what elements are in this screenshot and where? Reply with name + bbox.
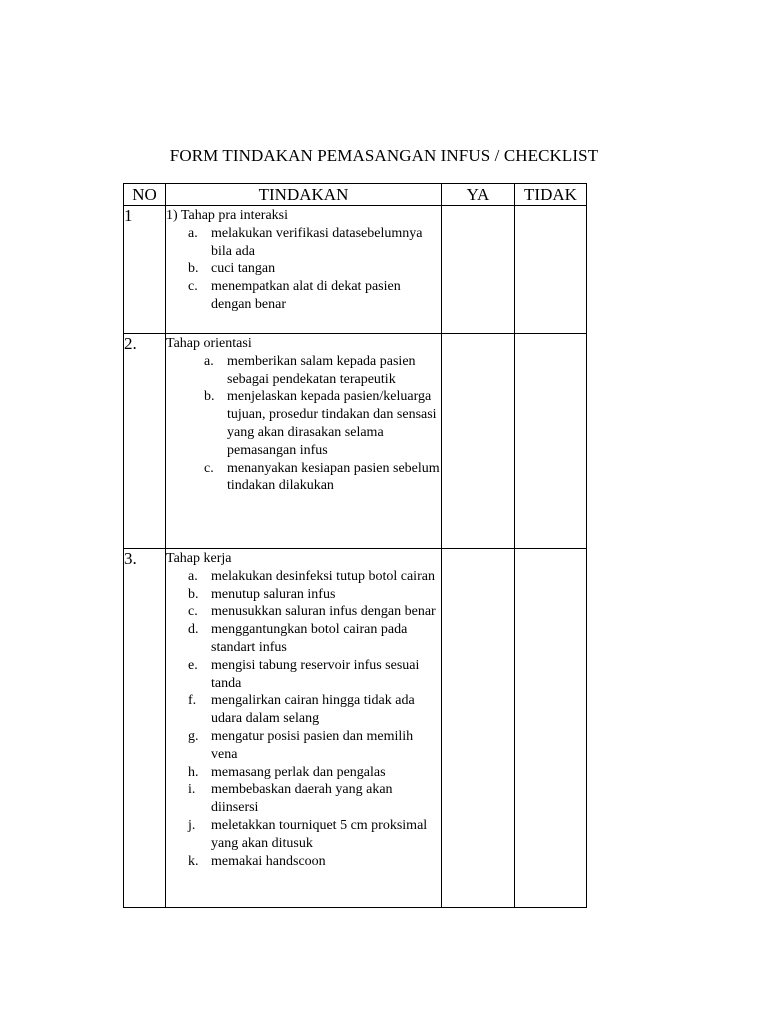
list-item-text: memakai handscoon [211, 853, 326, 869]
list-item-text: menusukkan saluran infus dengan benar [211, 604, 436, 620]
tidak-checkbox-cell[interactable] [515, 549, 587, 908]
list-item [166, 853, 441, 871]
list-item [166, 353, 441, 389]
list-marker: a. [188, 568, 198, 584]
list-item [166, 260, 441, 278]
list-item-text: meletakkan tourniquet 5 cm proksimal yang akan ditusuk [211, 817, 428, 851]
list-item [166, 692, 441, 728]
ya-checkbox-cell[interactable] [442, 549, 515, 908]
action-cell [166, 334, 442, 549]
stage-title: Tahap kerja [166, 551, 232, 566]
list-item [166, 278, 441, 314]
list-item [166, 621, 441, 657]
header-no: NO [124, 184, 166, 206]
list-item-text: cuci tangan [211, 261, 276, 277]
list-marker: d. [188, 622, 199, 638]
row-number: 2. [124, 334, 166, 549]
list-item-text: menempatkan alat di dekat pasien dengan benar [211, 279, 401, 312]
list-item [166, 781, 441, 817]
list-item [166, 728, 441, 764]
list-marker: h. [188, 764, 199, 780]
form-title: FORM TINDAKAN PEMASANGAN INFUS / CHECKLIST [169, 146, 599, 165]
list-item [166, 388, 441, 459]
list-marker: j. [188, 817, 196, 833]
header-tindakan: TINDAKAN [166, 184, 442, 206]
list-marker: g. [188, 728, 199, 744]
table-row [124, 549, 587, 908]
list-marker: a. [188, 225, 198, 241]
list-marker: b. [188, 586, 199, 602]
list-item-text: mengalirkan cairan hingga tidak ada udara dalam selang [211, 693, 415, 727]
list-item-text: memasang perlak dan pengalas [211, 764, 386, 780]
list-item [166, 586, 441, 604]
row-number: 1 [124, 206, 166, 334]
checklist-table [123, 183, 587, 908]
list-item-text: melakukan verifikasi datasebelumnya bila ada [211, 225, 423, 259]
list-marker: b. [204, 389, 215, 405]
ya-checkbox-cell[interactable] [442, 334, 515, 549]
list-marker: b. [188, 261, 199, 277]
list-item [166, 764, 441, 782]
list-item [166, 817, 441, 853]
list-item [166, 225, 441, 261]
list-item-text: mengisi tabung reservoir infus sesuai tanda [211, 657, 420, 691]
tidak-checkbox-cell[interactable] [515, 206, 587, 334]
stage-title: 1) Tahap pra interaksi [166, 208, 288, 223]
action-list [166, 568, 441, 871]
list-marker: a. [204, 353, 214, 369]
action-list [166, 225, 441, 314]
list-item [166, 603, 441, 621]
list-item-text: menutup saluran infus [211, 586, 336, 602]
list-item-text: menjelaskan kepada pasien/keluarga tujuan, prosedur tindakan dan sensasi yang akan dirasakan selama pemasangan infus [227, 389, 437, 458]
action-cell [166, 206, 442, 334]
list-marker: f. [188, 693, 197, 709]
list-marker: c. [188, 604, 198, 620]
header-ya: YA [442, 184, 515, 206]
list-marker: e. [188, 657, 198, 673]
list-marker: c. [188, 279, 198, 295]
list-item-text: melakukan desinfeksi tutup botol cairan [211, 568, 435, 584]
header-row [124, 184, 587, 206]
stage-title: Tahap orientasi [166, 336, 252, 351]
ya-checkbox-cell[interactable] [442, 206, 515, 334]
list-item-text: menanyakan kesiapan pasien sebelum tindakan dilakukan [227, 460, 440, 494]
list-item [166, 568, 441, 586]
table-row [124, 334, 587, 549]
list-marker: c. [204, 460, 214, 476]
list-item-text: membebaskan daerah yang akan diinsersi [211, 782, 393, 816]
list-item [166, 657, 441, 693]
list-item-text: menggantungkan botol cairan pada standart infus [211, 622, 408, 655]
header-tidak: TIDAK [515, 184, 587, 206]
row-number: 3. [124, 549, 166, 908]
tidak-checkbox-cell[interactable] [515, 334, 587, 549]
table-row [124, 206, 587, 334]
list-item-text: mengatur posisi pasien dan memilih vena [211, 728, 414, 762]
list-item-text: memberikan salam kepada pasien sebagai pendekatan terapeutik [227, 353, 416, 387]
list-item [166, 460, 441, 496]
action-cell [166, 549, 442, 908]
list-marker: i. [188, 782, 196, 798]
list-marker: k. [188, 853, 199, 869]
action-list [166, 353, 441, 495]
